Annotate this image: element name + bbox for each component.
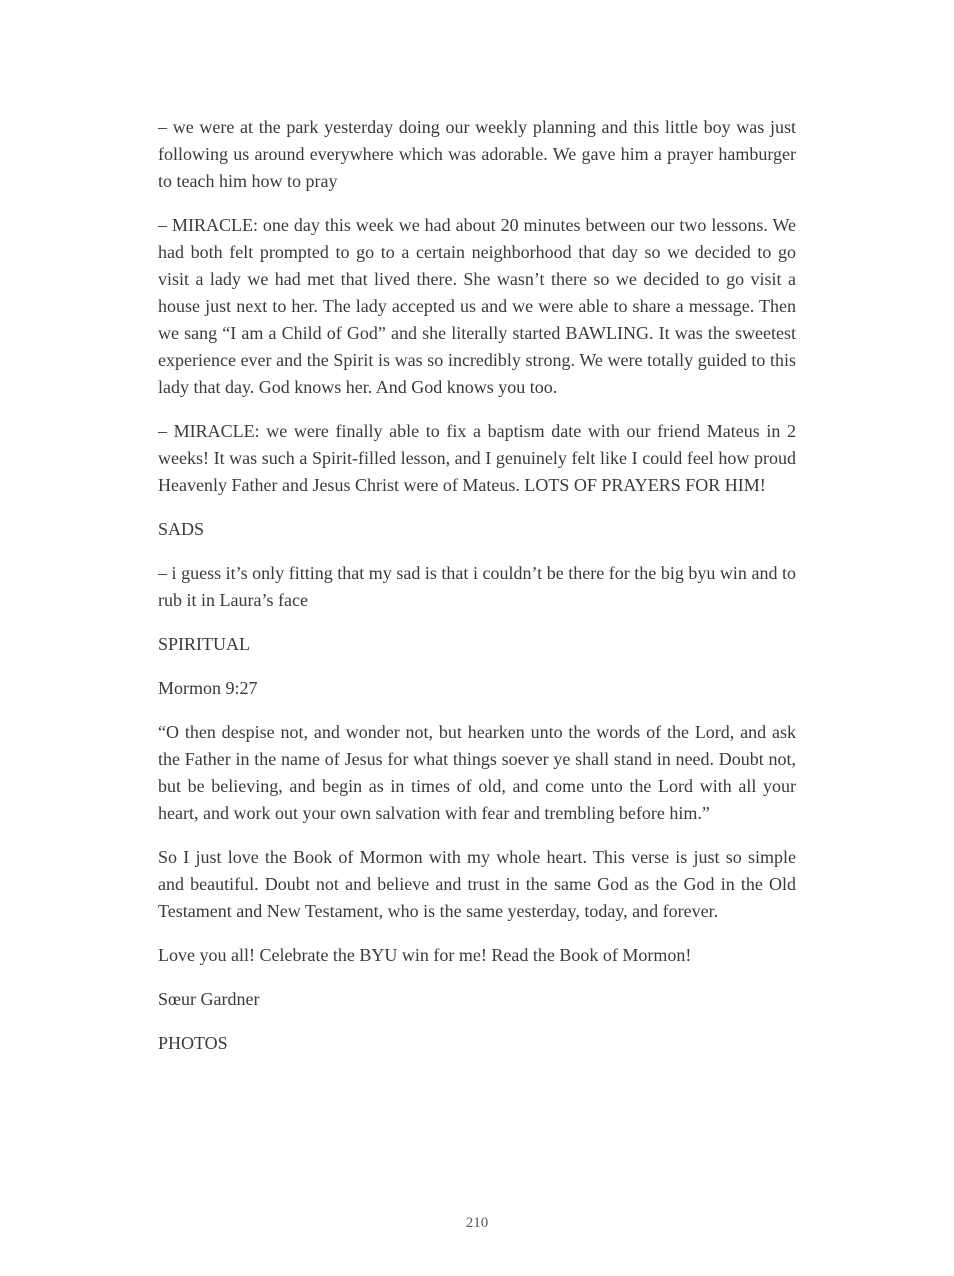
section-heading-sads: SADS	[158, 519, 205, 539]
section-heading-photos: PHOTOS	[158, 1033, 228, 1053]
section-heading-spiritual: SPIRITUAL	[158, 634, 251, 654]
letter-body	[158, 114, 796, 1057]
paragraph-sad-byu-win: – i guess it’s only fitting that my sad is that i couldn’t be there for the big byu win and to rub it in Laura’s face	[158, 563, 796, 610]
paragraph-park-story: – we were at the park yesterday doing our weekly planning and this little boy was just following us around everywhere which was adorable. We gave him a prayer hamburger to teach him how to pray	[158, 117, 796, 191]
paragraph-book-of-mormon-testimony: So I just love the Book of Mormon with my whole heart. This verse is just so simple and beautiful. Doubt not and believe and trust in the same God as the God in the Old Testament and New Testament, who is the same yesterday, today, and forever.	[158, 847, 796, 921]
signature: Sœur Gardner	[158, 989, 260, 1009]
page-number: 210	[465, 1215, 489, 1231]
scripture-reference: Mormon 9:27	[158, 678, 258, 698]
paragraph-miracle-neighborhood: – MIRACLE: one day this week we had about 20 minutes between our two lessons. We had both felt prompted to go to a certain neighborhood that day so we decided to go visit a lady we had met that lived there. She wasn’t there so we decided to go visit a house just next to her. The lady accepted us and we were able to share a message. Then we sang “I am a Child of God” and she literally started BAWLING. It was the sweetest experience ever and the Spirit is was so incredibly strong. We were totally guided to this lady that day. God knows her. And God knows you too.	[158, 215, 796, 397]
paragraph-miracle-baptism-date: – MIRACLE: we were finally able to fix a baptism date with our friend Mateus in 2 weeks! It was such a Spirit-filled lesson, and I genuinely felt like I could feel how proud Heavenly Father and Jesus Christ were of Mateus. LOTS OF PRAYERS FOR HIM!	[158, 421, 796, 495]
paragraph-farewell: Love you all! Celebrate the BYU win for me! Read the Book of Mormon!	[158, 945, 692, 965]
scripture-quote: “O then despise not, and wonder not, but hearken unto the words of the Lord, and ask the Father in the name of Jesus for what things soever ye shall stand in need. Doubt not, but be believing, and begin as in times of old, and come unto the Lord with all your heart, and work out your own salvation with fear and trembling before him.”	[158, 722, 796, 823]
